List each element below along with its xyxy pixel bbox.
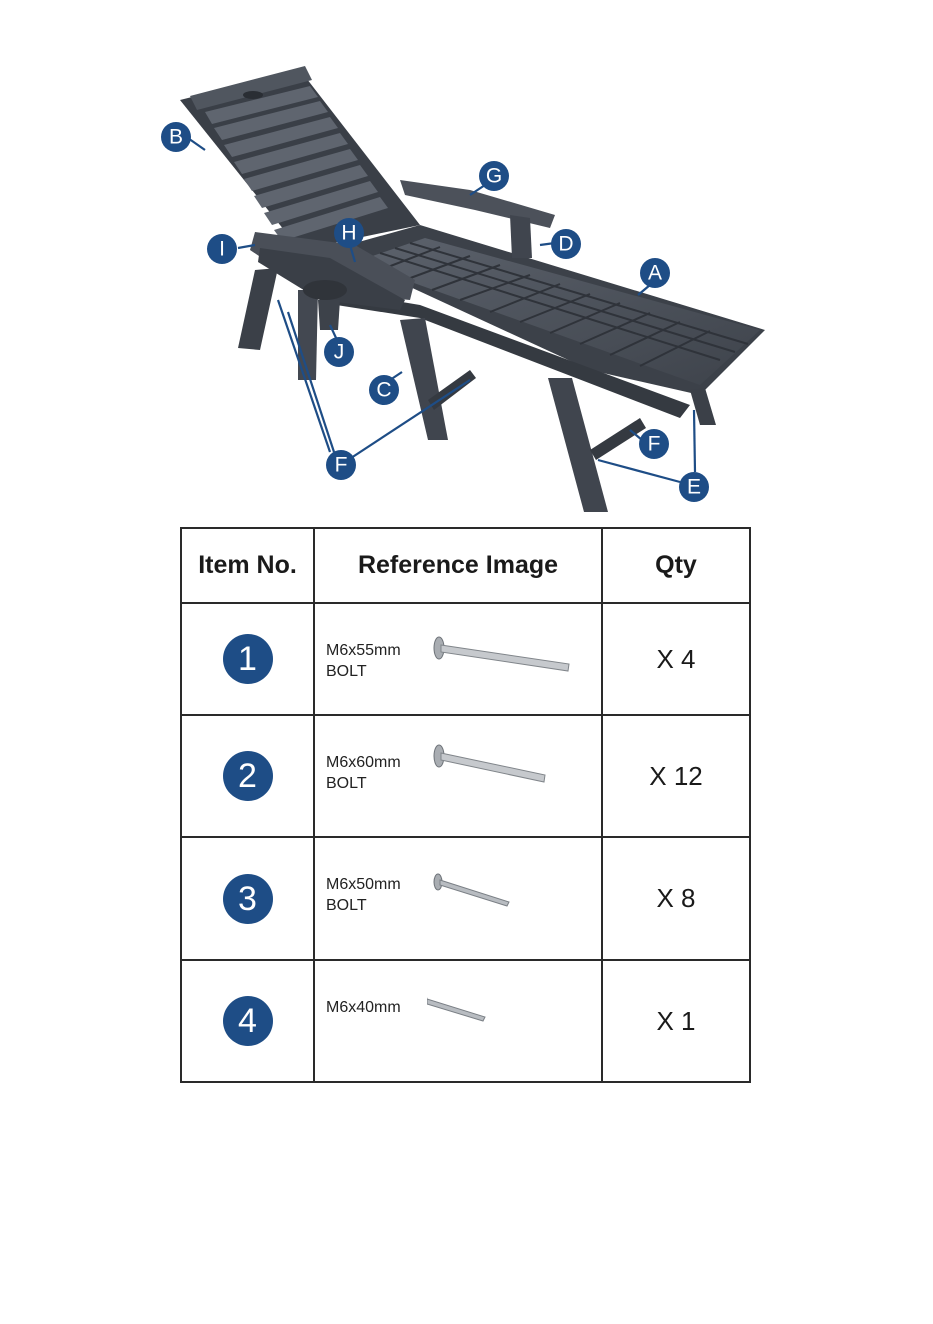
svg-text:C: C — [376, 378, 392, 402]
header-item-no: Item No. — [181, 528, 314, 603]
qty-value: X 1 — [602, 960, 750, 1082]
bolt-type: BOLT — [326, 775, 367, 792]
bolt-size: M6x40mm — [326, 999, 401, 1016]
callout-d — [551, 229, 581, 259]
callout-e — [679, 472, 709, 502]
svg-text:A: A — [647, 261, 663, 285]
bolt-size: M6x50mm — [326, 876, 401, 893]
table-header-row — [181, 528, 750, 603]
table-row — [181, 960, 750, 1082]
screw-50mm-image — [427, 866, 577, 916]
svg-text:H: H — [341, 221, 357, 245]
item-number-badge: 2 — [223, 751, 273, 801]
chaise-lounge-diagram — [0, 0, 933, 520]
item-number-badge: 4 — [223, 996, 273, 1046]
svg-text:F: F — [647, 432, 661, 456]
bolt-size: M6x60mm — [326, 754, 401, 771]
header-qty: Qty — [602, 528, 750, 603]
qty-value: X 4 — [602, 603, 750, 715]
callout-a — [640, 258, 670, 288]
table-row — [181, 837, 750, 960]
bolt-spec — [326, 874, 401, 916]
header-reference-image: Reference Image — [314, 528, 602, 603]
bolt-spec — [326, 997, 401, 1018]
callout-i — [207, 234, 237, 264]
screw-40mm-image — [427, 973, 577, 1023]
svg-text:G: G — [485, 164, 503, 188]
callout-c — [369, 375, 399, 405]
bolt-55mm-image — [427, 632, 577, 682]
callout-f-right — [639, 429, 669, 459]
bolt-spec — [326, 752, 401, 794]
bolt-type: BOLT — [326, 897, 367, 914]
callout-b — [161, 122, 191, 152]
table-row — [181, 715, 750, 837]
bolt-type: BOLT — [326, 663, 367, 680]
hardware-parts-table — [180, 527, 751, 1083]
svg-text:D: D — [558, 232, 574, 256]
qty-value: X 8 — [602, 837, 750, 960]
callout-g — [479, 161, 509, 191]
chaise-lounge-illustration — [180, 66, 765, 512]
item-number-badge: 1 — [223, 634, 273, 684]
svg-text:F: F — [334, 453, 348, 477]
bolt-60mm-image — [427, 744, 577, 794]
table-row — [181, 603, 750, 715]
svg-text:J: J — [333, 340, 345, 364]
bolt-spec — [326, 640, 401, 682]
callout-j — [324, 337, 354, 367]
item-number-badge: 3 — [223, 874, 273, 924]
bolt-size: M6x55mm — [326, 642, 401, 659]
svg-text:B: B — [168, 125, 184, 149]
svg-text:I: I — [219, 237, 225, 261]
qty-value: X 12 — [602, 715, 750, 837]
callout-h — [334, 218, 364, 248]
callout-f-left — [326, 450, 356, 480]
svg-text:E: E — [686, 475, 702, 499]
